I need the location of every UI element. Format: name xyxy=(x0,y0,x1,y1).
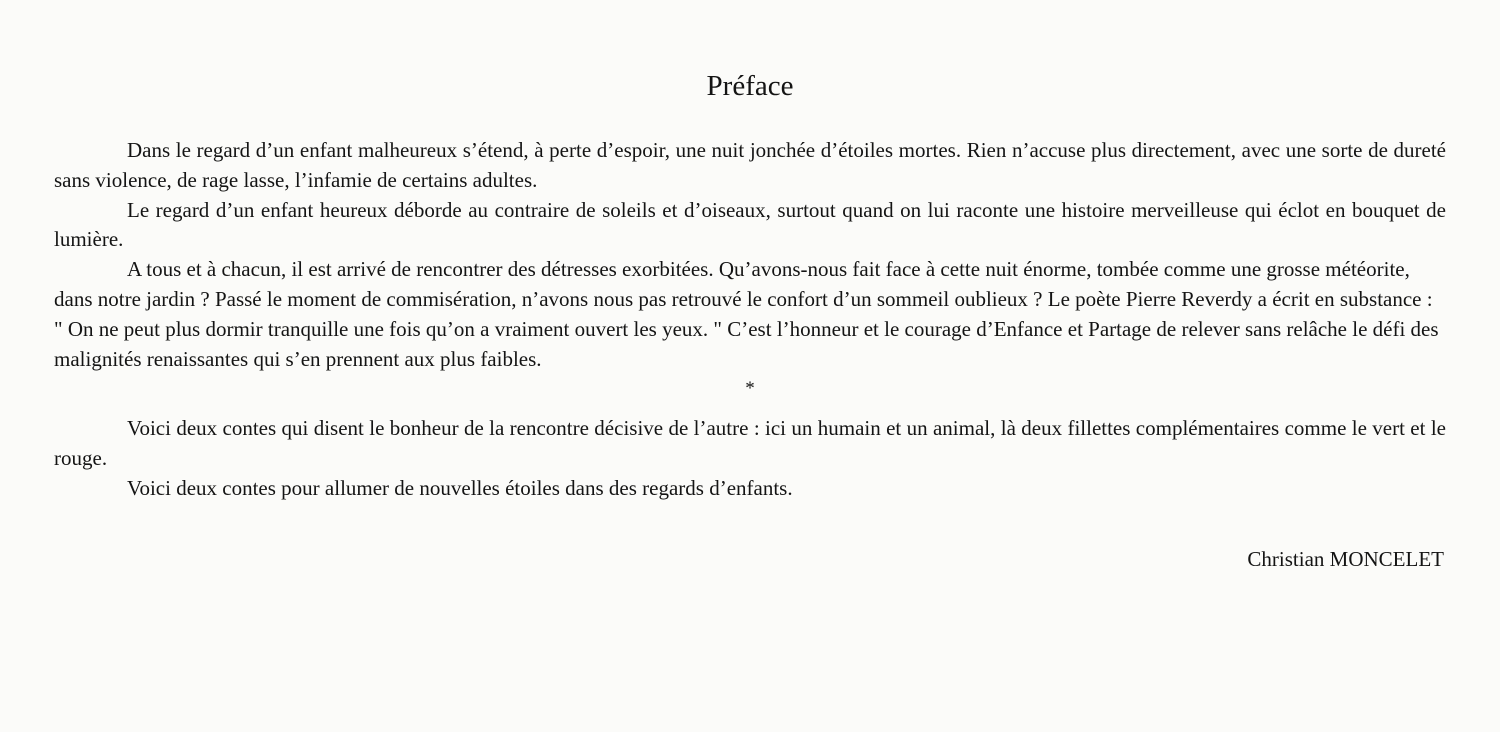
paragraph: Voici deux contes pour allumer de nouvelles étoiles dans des regards d’enfants. xyxy=(127,475,793,500)
section-separator: * xyxy=(745,378,755,400)
author-signature: Christian MONCELET xyxy=(1247,547,1444,571)
paragraph: Voici deux contes qui disent le bonheur de la rencontre décisive de l’autre : ici un humain et un animal, là deux fillettes complémentaires comme le vert et le rouge. xyxy=(54,416,1446,471)
paragraph: A tous et à chacun, il est arrivé de rencontrer des détresses exorbitées. Qu’avons-nous fait face à cette nuit énorme, tombée comme une grosse météorite, dans notre jardin ? Passé le moment de commisération, n’avons nous pas retrouvé le confort d’un sommeil oublieux ? Le poète Pierre Reverdy a écrit en substance : " On ne peut plus dormir tranquille une fois qu’on a vraiment ouvert les yeux. " C’est l’honneur et le courage d’Enfance et Partage de relever sans relâche le défi des malignités renaissantes qui s’en prennent aux plus faibles. xyxy=(54,257,1439,371)
paragraph: Le regard d’un enfant heureux déborde au contraire de soleils et d’oiseaux, surtout quand on lui raconte une histoire merveilleuse qui éclot en bouquet de lumière. xyxy=(54,197,1446,252)
preface-body xyxy=(54,136,1446,504)
paragraph: Dans le regard d’un enfant malheureux s’étend, à perte d’espoir, une nuit jonchée d’étoiles mortes. Rien n’accuse plus directement, avec une sorte de dureté sans violence, de rage lasse, l’infamie de certains adultes. xyxy=(54,138,1446,192)
page-title: Préface xyxy=(706,70,794,102)
